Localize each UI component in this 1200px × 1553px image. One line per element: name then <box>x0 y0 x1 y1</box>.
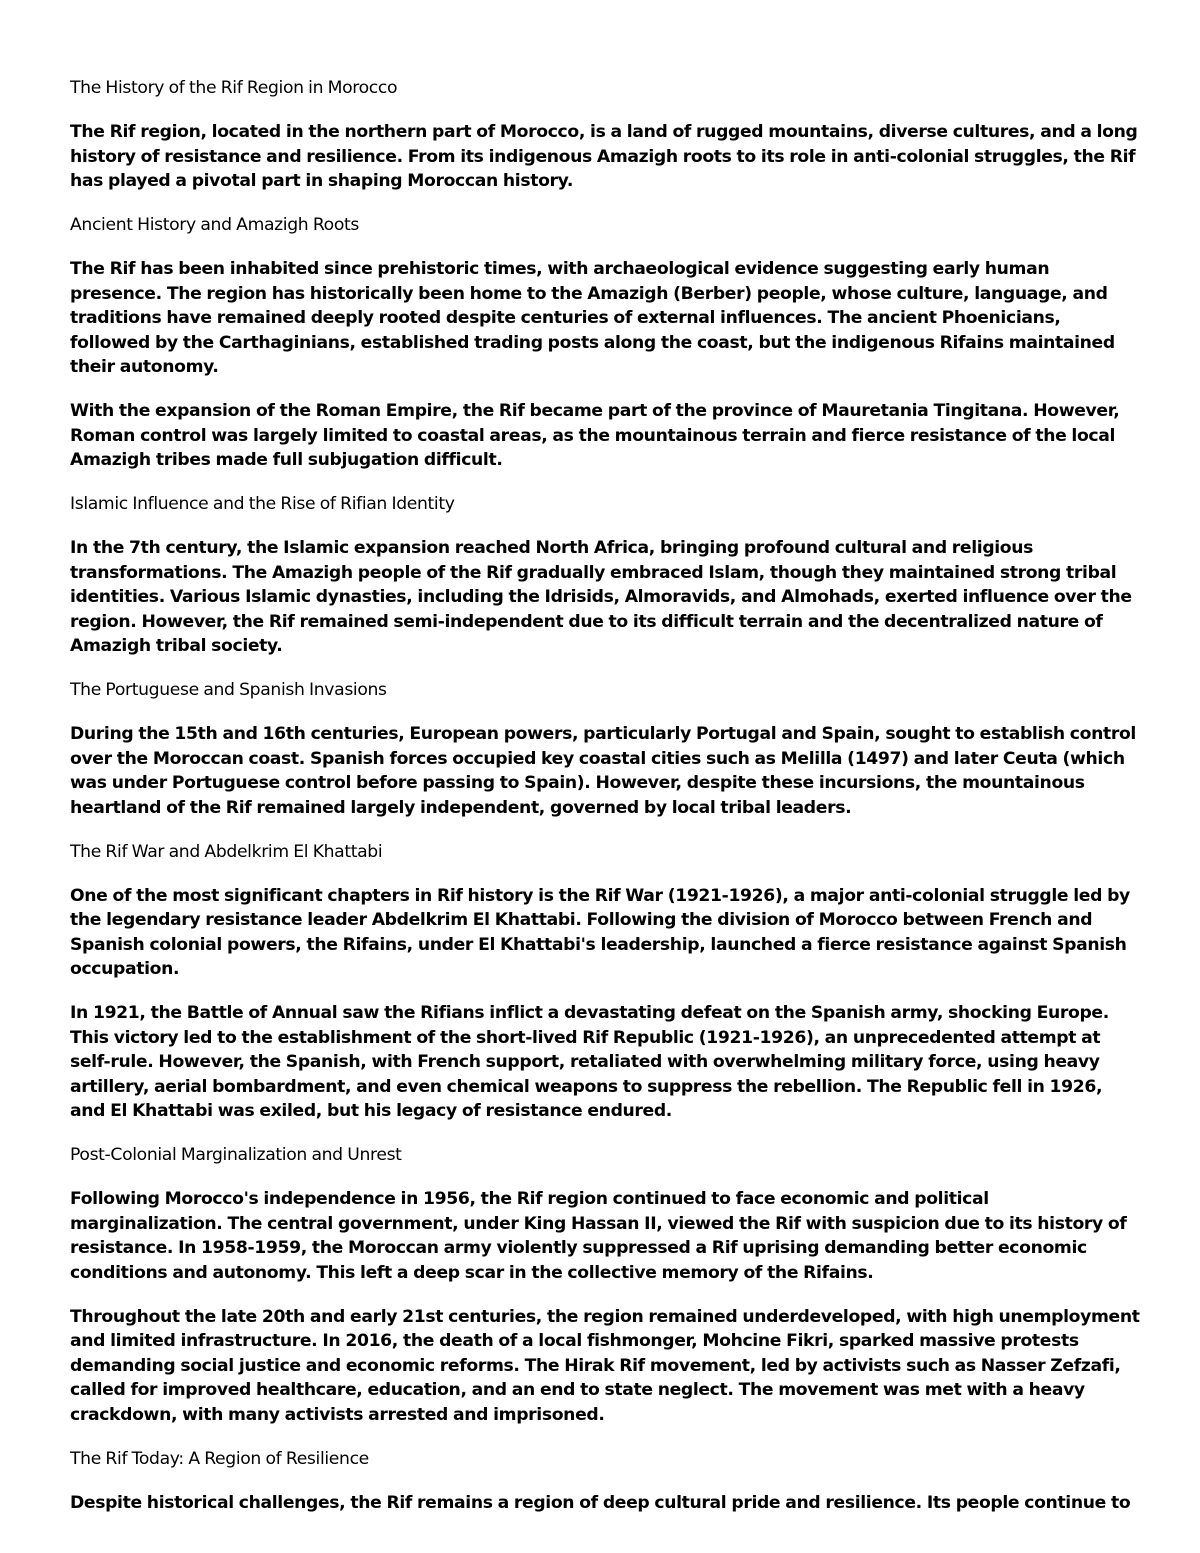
section-paragraph: Despite historical challenges, the Rif remains a region of deep cultural pride and resilience. Its people continue to <box>70 1492 1131 1513</box>
section-heading-post-colonial: Post-Colonial Marginalization and Unrest <box>70 1145 402 1165</box>
section-heading-rif-war: The Rif War and Abdelkrim El Khattabi <box>70 841 383 862</box>
section-paragraph: Following Morocco's independence in 1956, the Rif region continued to face economic and political marginalization. The central government, under King Hassan II, viewed the Rif with suspicion due to its history of resistance. In 1958-1959, the Moroccan army violently suppressed a Rif uprising demanding better economic conditions and autonomy. This left a deep scar in the collective memory of the Rifains. <box>70 1189 1127 1283</box>
section-paragraph: One of the most significant chapters in Rif history is the Rif War (1921-1926), a major anti-colonial struggle led by the legendary resistance leader Abdelkrim El Khattabi. Following the division of Morocco between French and Spanish colonial powers, the Rifains, under El Khattabi's leadership, launched a fierce resistance against Spanish occupation. <box>70 885 1130 979</box>
section-heading-islamic-influence: Islamic Influence and the Rise of Rifian Identity <box>70 494 455 514</box>
section-paragraph: Throughout the late 20th and early 21st centuries, the region remained underdeveloped, with high unemployment and limited infrastructure. In 2016, the death of a local fishmonger, Mohcine Fikri, sparked massive protests demanding social justice and economic reforms. The Hirak Rif movement, led by activists such as Nasser Zefzafi, called for improved healthcare, education, and an end to state neglect. The movement was met with a heavy crackdown, with many activists arrested and imprisoned. <box>70 1306 1140 1425</box>
section-heading-rif-today: The Rif Today: A Region of Resilience <box>70 1448 369 1469</box>
section-heading-ancient-history: Ancient History and Amazigh Roots <box>70 215 359 235</box>
document-title: The History of the Rif Region in Morocco <box>70 78 398 98</box>
section-paragraph: In 1921, the Battle of Annual saw the Rifians inflict a devastating defeat on the Spanish army, shocking Europe. This victory led to the establishment of the short-lived Rif Republic (1921-1926), an unprecedented attempt at self-rule. However, the Spanish, with French support, retaliated with overwhelming military force, using heavy artillery, aerial bombardment, and even chemical weapons to suppress the rebellion. The Republic fell in 1926, and El Khattabi was exiled, but his legacy of resistance endured. <box>70 1003 1109 1121</box>
section-paragraph: During the 15th and 16th centuries, European powers, particularly Portugal and Spain, sought to establish control over the Moroccan coast. Spanish forces occupied key coastal cities such as Melilla (1497) and later Ceuta (which was under Portuguese control before passing to Spain). However, despite these incursions, the mountainous heartland of the Rif remained largely independent, governed by local tribal leaders. <box>70 724 1136 818</box>
intro-paragraph: The Rif region, located in the northern part of Morocco, is a land of rugged mountains, diverse cultures, and a long history of resistance and resilience. From its indigenous Amazigh roots to its role in anti-colonial struggles, the Rif has played a pivotal part in shaping Moroccan history. <box>70 122 1138 191</box>
section-paragraph: In the 7th century, the Islamic expansion reached North Africa, bringing profound cultural and religious transformations. The Amazigh people of the Rif gradually embraced Islam, though they maintained strong tribal identities. Various Islamic dynasties, including the Idrisids, Almoravids, and Almohads, exerted influence over the region. However, the Rif remained semi-independent due to its difficult terrain and the decentralized nature of Amazigh tribal society. <box>70 538 1132 656</box>
section-paragraph: The Rif has been inhabited since prehistoric times, with archaeological evidence suggesting early human presence. The region has historically been home to the Amazigh (Berber) people, whose culture, language, and traditions have remained deeply rooted despite centuries of external influences. The ancient Phoenicians, followed by the Carthaginians, established trading posts along the coast, but the indigenous Rifains maintained their autonomy. <box>70 259 1115 377</box>
section-heading-portuguese-spanish: The Portuguese and Spanish Invasions <box>70 680 387 700</box>
document-page <box>70 76 1140 1535</box>
section-paragraph: With the expansion of the Roman Empire, the Rif became part of the province of Mauretania Tingitana. However, Roman control was largely limited to coastal areas, as the mountainous terrain and fierce resistance of the local Amazigh tribes made full subjugation difficult. <box>70 401 1120 470</box>
